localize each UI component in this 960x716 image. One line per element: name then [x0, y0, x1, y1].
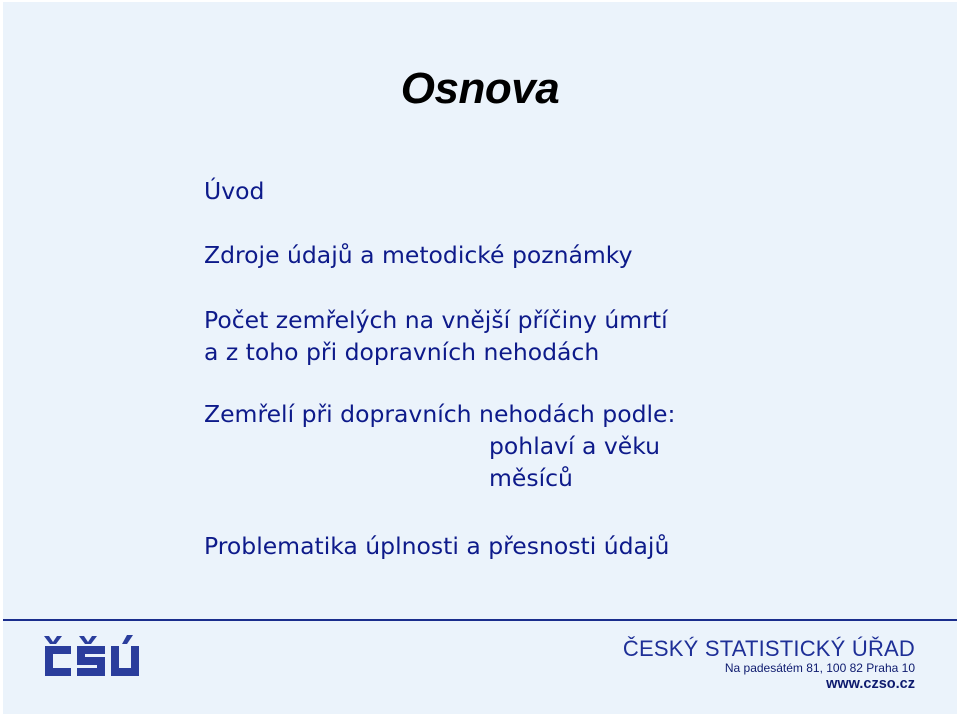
footer-divider	[3, 619, 957, 621]
slide	[3, 2, 957, 714]
csu-logo-icon	[43, 634, 143, 678]
outline-item-intro: Úvod	[204, 177, 265, 205]
outline-subitem-months: měsíců	[489, 464, 573, 492]
outline-item-traffic-deaths: Zemřelí při dopravních nehodách podle:	[204, 400, 676, 428]
outline-item-deaths-external: Počet zemřelých na vnější příčiny úmrtí	[204, 306, 668, 334]
org-website-link[interactable]: www.czso.cz	[826, 676, 915, 692]
org-name: ČESKÝ STATISTICKÝ ÚŘAD	[622, 636, 915, 661]
outline-item-data-quality: Problematika úplnosti a přesnosti údajů	[204, 532, 670, 560]
outline-subitem-sex-age: pohlaví a věku	[489, 432, 661, 460]
org-address: Na padesátém 81, 100 82 Praha 10	[724, 661, 915, 675]
slide-title: Osnova	[400, 64, 560, 113]
outline-item-sources: Zdroje údajů a metodické poznámky	[204, 241, 633, 269]
outline-item-deaths-external-continuation: a z toho při dopravních nehodách	[204, 338, 600, 366]
